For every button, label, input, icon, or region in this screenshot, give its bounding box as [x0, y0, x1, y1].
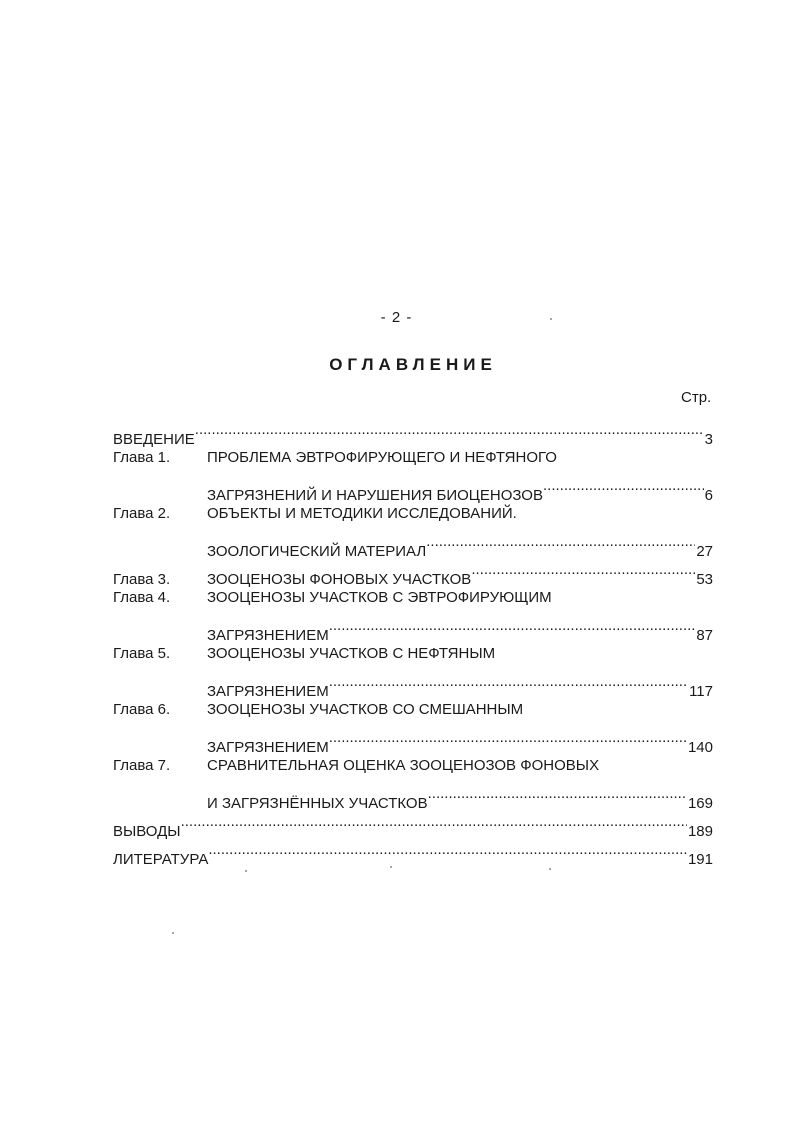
toc-entry-text: ВЫВОДЫ	[113, 823, 181, 840]
chapter-label: Глава 7.	[113, 757, 171, 774]
chapter-label: Глава 3.	[113, 571, 171, 588]
toc-entry-text: ЗАГРЯЗНЕНИЕМ	[207, 627, 329, 644]
table-of-contents	[113, 416, 713, 868]
toc-entry-text: ЗООЦЕНОЗЫ УЧАСТКОВ С ЭВТРОФИРУЮЩИМ	[207, 589, 552, 606]
chapter-label: Глава 1.	[113, 449, 171, 466]
toc-entry-text: ЗООЦЕНОЗЫ УЧАСТКОВ СО СМЕШАННЫМ	[207, 701, 524, 718]
toc-entry-introduction[interactable]	[113, 416, 713, 448]
page-number: - 2 -	[380, 309, 413, 326]
page-column-label: Стр.	[681, 389, 712, 406]
toc-page-number: 117	[689, 683, 713, 700]
leader-dots	[428, 780, 687, 808]
scan-speck	[549, 868, 551, 870]
leader-dots	[195, 416, 704, 444]
toc-entry-chapter-5[interactable]	[113, 640, 713, 700]
leader-dots	[329, 724, 687, 752]
toc-page-number: 191	[687, 851, 713, 868]
toc-entry-chapter-2[interactable]	[113, 500, 713, 560]
scan-speck	[550, 318, 552, 320]
scan-speck	[245, 870, 247, 872]
toc-entry-chapter-1[interactable]	[113, 444, 713, 504]
toc-entry-text: ЗАГРЯЗНЕНИЕМ	[207, 683, 329, 700]
chapter-label: Глава 4.	[113, 589, 171, 606]
toc-page-number: 27	[696, 543, 713, 560]
toc-page-number: 140	[687, 739, 713, 756]
toc-page-number: 3	[704, 431, 713, 448]
toc-entry-references[interactable]	[113, 836, 713, 868]
toc-page-number: 87	[696, 627, 713, 644]
scan-speck	[390, 866, 392, 868]
toc-entry-chapter-7[interactable]	[113, 752, 713, 812]
toc-entry-text: ВВЕДЕНИЕ	[113, 431, 195, 448]
toc-entry-chapter-4[interactable]	[113, 584, 713, 644]
chapter-label: Глава 2.	[113, 505, 171, 522]
leader-dots	[543, 472, 704, 500]
toc-entry-text: ЗООЦЕНОЗЫ УЧАСТКОВ С НЕФТЯНЫМ	[207, 645, 496, 662]
toc-entry-text: ЛИТЕРАТУРА	[113, 851, 209, 868]
toc-entry-text: ПРОБЛЕМА ЭВТРОФИРУЮЩЕГО И НЕФТЯНОГО	[207, 449, 557, 466]
leader-dots	[471, 556, 695, 584]
chapter-label: Глава 5.	[113, 645, 171, 662]
toc-entry-text: ЗООЦЕНОЗЫ ФОНОВЫХ УЧАСТКОВ	[207, 571, 472, 588]
toc-entry-text: СРАВНИТЕЛЬНАЯ ОЦЕНКА ЗООЦЕНОЗОВ ФОНОВЫХ	[207, 757, 600, 774]
toc-entry-text: ЗАГРЯЗНЕНИЕМ	[207, 739, 329, 756]
leader-dots	[181, 808, 687, 836]
toc-page-number: 6	[704, 487, 713, 504]
toc-entry-text: И ЗАГРЯЗНЁННЫХ УЧАСТКОВ	[207, 795, 428, 812]
toc-entry-conclusions[interactable]	[113, 808, 713, 840]
page-title: ОГЛАВЛЕНИЕ	[329, 355, 497, 374]
leader-dots	[208, 836, 687, 864]
toc-entry-text: ЗООЛОГИЧЕСКИЙ МАТЕРИАЛ	[207, 543, 427, 560]
toc-entry-text: ЗАГРЯЗНЕНИЙ И НАРУШЕНИЯ БИОЦЕНОЗОВ	[207, 487, 543, 504]
leader-dots	[329, 668, 688, 696]
toc-entry-chapter-6[interactable]	[113, 696, 713, 756]
chapter-label: Глава 6.	[113, 701, 171, 718]
leader-dots	[329, 612, 696, 640]
toc-page-number: 189	[687, 823, 713, 840]
leader-dots	[426, 528, 695, 556]
toc-page-number: 169	[687, 795, 713, 812]
scan-speck	[172, 932, 174, 934]
toc-page-number: 53	[696, 571, 713, 588]
toc-entry-text: ОБЪЕКТЫ И МЕТОДИКИ ИССЛЕДОВАНИЙ.	[207, 505, 517, 522]
